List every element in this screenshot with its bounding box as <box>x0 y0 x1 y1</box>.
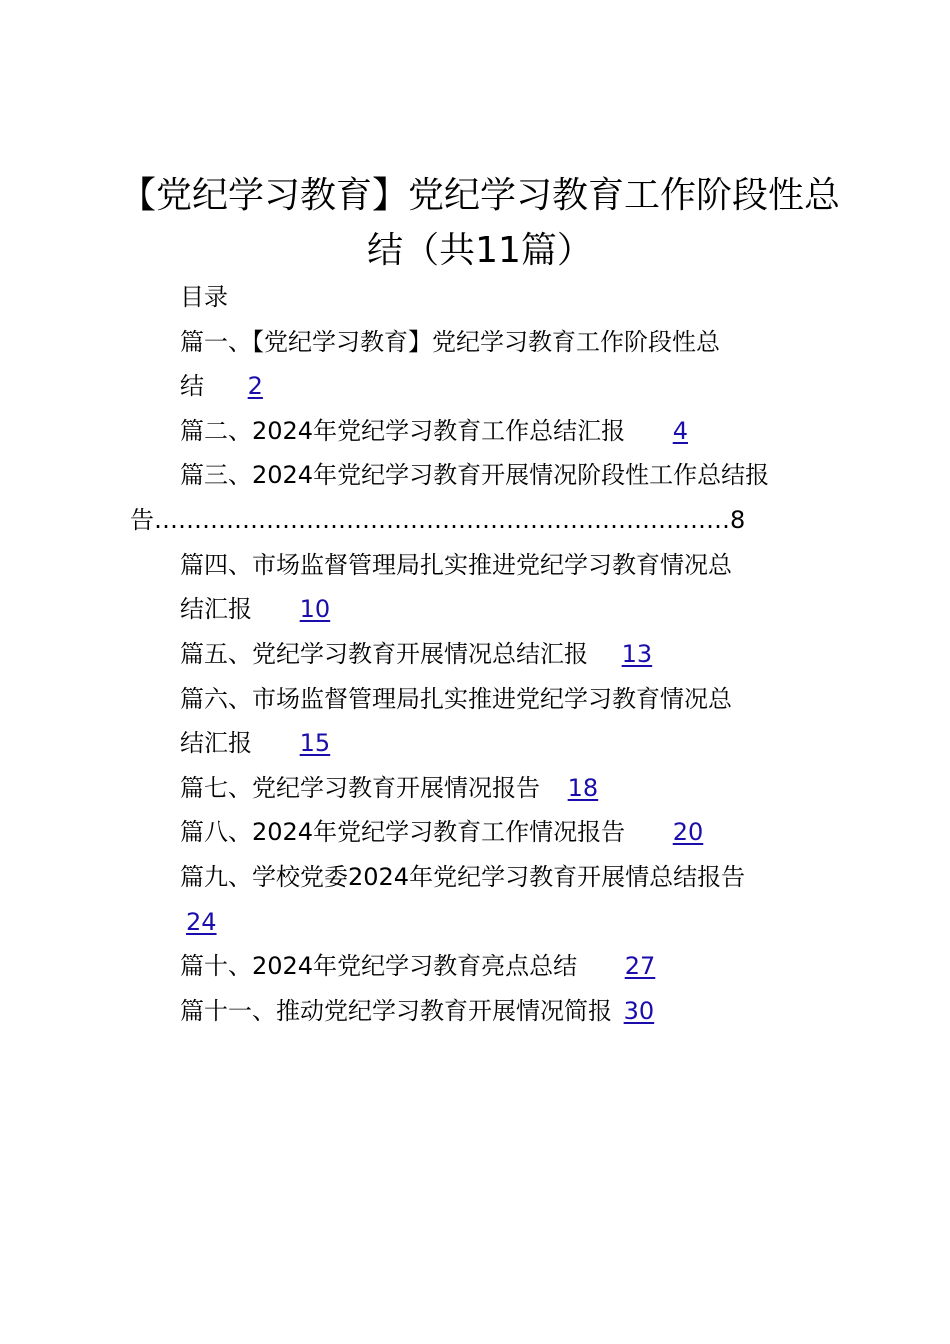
toc-entry-5 <box>180 639 652 669</box>
toc-entry-8-title: 篇八、2024年党纪学习教育工作情况报告 <box>180 818 626 846</box>
toc-entry-5-title: 篇五、党纪学习教育开展情况总结汇报 <box>180 640 588 668</box>
toc-entry-4-title-cont: 结汇报 <box>180 595 252 623</box>
toc-entry-2 <box>180 416 688 446</box>
toc-entry-9-title: 篇九、学校党委2024年党纪学习教育开展情总结报告 <box>180 863 746 891</box>
toc-entry-3-leader-line[interactable]: 告………………………………………………………………8 <box>130 506 746 534</box>
toc-entry-6-title: 篇六、市场监督管理局扎实推进党纪学习教育情况总 <box>180 685 732 713</box>
toc-entry-10-title: 篇十、2024年党纪学习教育亮点总结 <box>180 952 578 980</box>
document-title-line1: 【党纪学习教育】党纪学习教育工作阶段性总 <box>120 175 841 216</box>
toc-entry-11-page-link[interactable]: 30 <box>623 997 655 1025</box>
document-title-line2: 结（共11篇） <box>367 230 593 271</box>
toc-entry-11-title: 篇十一、推动党纪学习教育开展情况简报 <box>180 997 612 1025</box>
toc-entry-7-title: 篇七、党纪学习教育开展情况报告 <box>180 774 540 802</box>
document-title <box>120 168 840 278</box>
toc-entry-9-continuation <box>186 907 217 937</box>
toc-entry-1-title: 篇一、【党纪学习教育】党纪学习教育工作阶段性总 <box>180 328 720 356</box>
toc-entry-1-continuation <box>180 371 263 401</box>
toc-entry-10 <box>180 951 655 981</box>
toc-entry-2-title: 篇二、2024年党纪学习教育工作总结汇报 <box>180 417 626 445</box>
toc-entry-2-page-link[interactable]: 4 <box>672 417 688 445</box>
toc-entry-4-page-link[interactable]: 10 <box>299 595 331 623</box>
toc-entry-1-title-cont: 结 <box>180 372 204 400</box>
toc-entry-3-title: 篇三、2024年党纪学习教育开展情况阶段性工作总结报 <box>180 461 770 489</box>
toc-entry-6-continuation <box>180 728 330 758</box>
toc-entry-6-page-link[interactable]: 15 <box>299 729 331 757</box>
toc-entry-11 <box>180 996 654 1026</box>
toc-entry-10-page-link[interactable]: 27 <box>624 952 656 980</box>
toc-entry-7-page-link[interactable]: 18 <box>567 774 599 802</box>
toc-entry-4-continuation <box>180 594 330 624</box>
toc-entry-9-page-link[interactable]: 24 <box>186 908 217 936</box>
toc-entry-4-title: 篇四、市场监督管理局扎实推进党纪学习教育情况总 <box>180 551 732 579</box>
toc-entry-7 <box>180 773 598 803</box>
toc-entry-8 <box>180 817 703 847</box>
toc-entry-1-page-link[interactable]: 2 <box>247 372 263 400</box>
toc-entry-5-page-link[interactable]: 13 <box>621 640 653 668</box>
toc-heading: 目录 <box>180 283 228 311</box>
toc-entry-6-title-cont: 结汇报 <box>180 729 252 757</box>
toc-entry-8-page-link[interactable]: 20 <box>672 818 704 846</box>
